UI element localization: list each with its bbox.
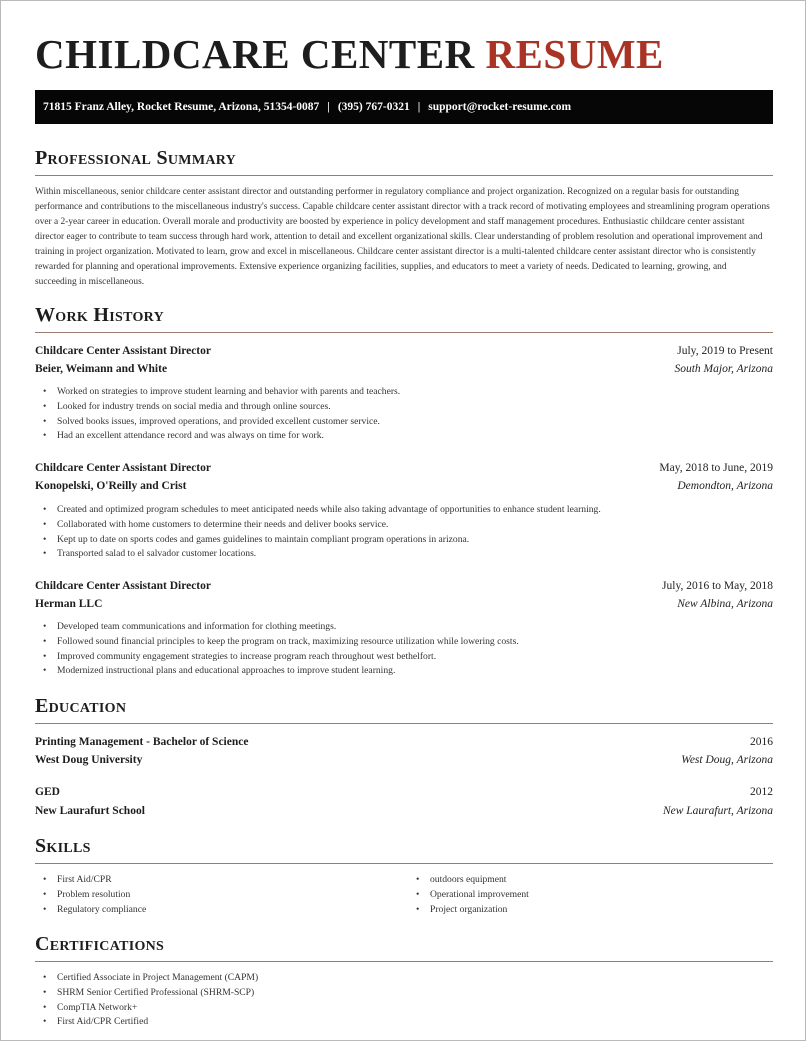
- summary-text: Within miscellaneous, senior childcare center assistant director and outstanding performer in regulatory compliance and project organization. Recognized on a regular basis for outstanding performance and contributions to the miscellaneous industry's success. Capable childcare center assistant director with a track record of motivating employees and streamlining program operations over a 2-year career in education. Overall morale and productivity are boosted by experience in policy development and staff management procedures. Enthusiastic childcare center assistant director eager to contribute to team success through hard work, attention to detail and excellent organizational skills. Clear understanding of problem resolution and operational improvement and training in project organization. Motivated to learn, grow and excel in miscellaneous. Childcare center assistant director is a multi-talented childcare center assistant director who is consistently rewarded for planning and operational improvements. Extensive experience organizing facilities, supplies, and educators to meet a variety of needs. Dedicated to learning, growing, and succeeding in miscellaneous.: [35, 187, 770, 287]
- job-location: New Albina, Arizona: [677, 598, 773, 610]
- title-main: CHILDCARE CENTER: [35, 31, 475, 77]
- list-item: • Collaborated with home customers to determine their needs and deliver books service.: [35, 518, 601, 533]
- education-degree: GED: [35, 786, 60, 798]
- list-item: • Modernized instructional plans and educational approaches to improve student learning.: [35, 664, 519, 679]
- skills-heading: Skills: [35, 835, 91, 857]
- certification-item: • First Aid/CPR Certified: [35, 1015, 258, 1030]
- education-heading: Education: [35, 695, 127, 717]
- list-item: • Transported salad to el salvador customer locations.: [35, 547, 601, 562]
- section-divider: [35, 175, 773, 176]
- job-1-header: [35, 343, 773, 359]
- skill-item: • Problem resolution: [35, 888, 146, 903]
- list-item: • Solved books issues, improved operations, and provided excellent customer service.: [35, 415, 400, 430]
- contact-address: 71815 Franz Alley, Rocket Resume, Arizona, 51354-0087: [43, 101, 320, 113]
- education-year: 2012: [750, 786, 773, 798]
- education-location: New Laurafurt, Arizona: [662, 805, 773, 817]
- resume-title: [35, 31, 664, 77]
- contact-separator: |: [327, 101, 330, 113]
- list-item: • Looked for industry trends on social media and through online sources.: [35, 400, 400, 415]
- title-accent: RESUME: [485, 31, 664, 77]
- list-item: • Had an excellent attendance record and was always on time for work.: [35, 429, 400, 444]
- job-company: Herman LLC: [35, 598, 103, 610]
- section-divider: [35, 723, 773, 724]
- section-divider: [35, 961, 773, 962]
- skills-right-list: [408, 873, 529, 917]
- skill-item: • First Aid/CPR: [35, 873, 146, 888]
- section-divider: [35, 863, 773, 864]
- certifications-heading: Certifications: [35, 933, 165, 955]
- education-school: West Doug University: [35, 754, 143, 766]
- list-item: • Developed team communications and information for clothing meetings.: [35, 620, 519, 635]
- list-item: • Created and optimized program schedules to meet anticipated needs while also taking advantage of opportunities to enhance student learning.: [35, 503, 601, 518]
- job-location: South Major, Arizona: [674, 363, 773, 375]
- list-item: • Worked on strategies to improve student learning and behavior with parents and teachers.: [35, 385, 400, 400]
- list-item: • Improved community engagement strategies to increase program reach throughout west bethelfort.: [35, 650, 519, 665]
- job-dates: July, 2016 to May, 2018: [662, 580, 773, 592]
- skill-item: • Regulatory compliance: [35, 903, 146, 918]
- education-year: 2016: [750, 736, 773, 748]
- job-dates: July, 2019 to Present: [677, 345, 773, 357]
- education-location: West Doug, Arizona: [681, 754, 773, 766]
- list-item: • Followed sound financial principles to keep the program on track, maximizing resource utilization while lowering costs.: [35, 635, 519, 650]
- education-1-header: [35, 734, 773, 750]
- education-school: New Laurafurt School: [35, 805, 145, 817]
- education-1-school-row: [35, 752, 773, 768]
- job-1-bullets: [35, 385, 400, 444]
- education-2-school-row: [35, 803, 773, 819]
- contact-separator: |: [417, 101, 421, 113]
- job-title: Childcare Center Assistant Director: [35, 345, 211, 357]
- job-2-header: [35, 460, 773, 476]
- contact-phone: (395) 767-0321: [337, 101, 410, 113]
- certification-item: • CompTIA Network+: [35, 1001, 258, 1016]
- contact-email[interactable]: support@rocket-resume.com: [428, 101, 572, 113]
- job-3-header: [35, 578, 773, 594]
- contact-bar: [35, 90, 773, 124]
- skill-item: • outdoors equipment: [408, 873, 529, 888]
- job-company: Konopelski, O'Reilly and Crist: [35, 480, 187, 492]
- education-degree: Printing Management - Bachelor of Science: [35, 736, 249, 748]
- job-title: Childcare Center Assistant Director: [35, 580, 211, 592]
- work-history-heading: Work History: [35, 304, 164, 326]
- certification-item: • Certified Associate in Project Management (CAPM): [35, 971, 258, 986]
- job-location: Demondton, Arizona: [677, 480, 773, 492]
- summary-heading: Professional Summary: [35, 147, 237, 169]
- skill-item: • Project organization: [408, 903, 529, 918]
- certification-item: • SHRM Senior Certified Professional (SHRM-SCP): [35, 986, 258, 1001]
- list-item: • Kept up to date on sports codes and games guidelines to maintain compliant program operations in arizona.: [35, 533, 601, 548]
- job-title: Childcare Center Assistant Director: [35, 462, 211, 474]
- certifications-list: [35, 971, 258, 1030]
- job-3-company-row: [35, 596, 773, 612]
- job-company: Beier, Weimann and White: [35, 363, 168, 375]
- job-dates: May, 2018 to June, 2019: [659, 462, 773, 474]
- job-1-company-row: [35, 361, 773, 377]
- education-2-header: [35, 784, 773, 800]
- job-2-bullets: [35, 503, 601, 562]
- skill-item: • Operational improvement: [408, 888, 529, 903]
- skills-left-list: [35, 873, 146, 917]
- job-3-bullets: [35, 620, 519, 679]
- job-2-company-row: [35, 478, 773, 494]
- section-divider: [35, 332, 773, 333]
